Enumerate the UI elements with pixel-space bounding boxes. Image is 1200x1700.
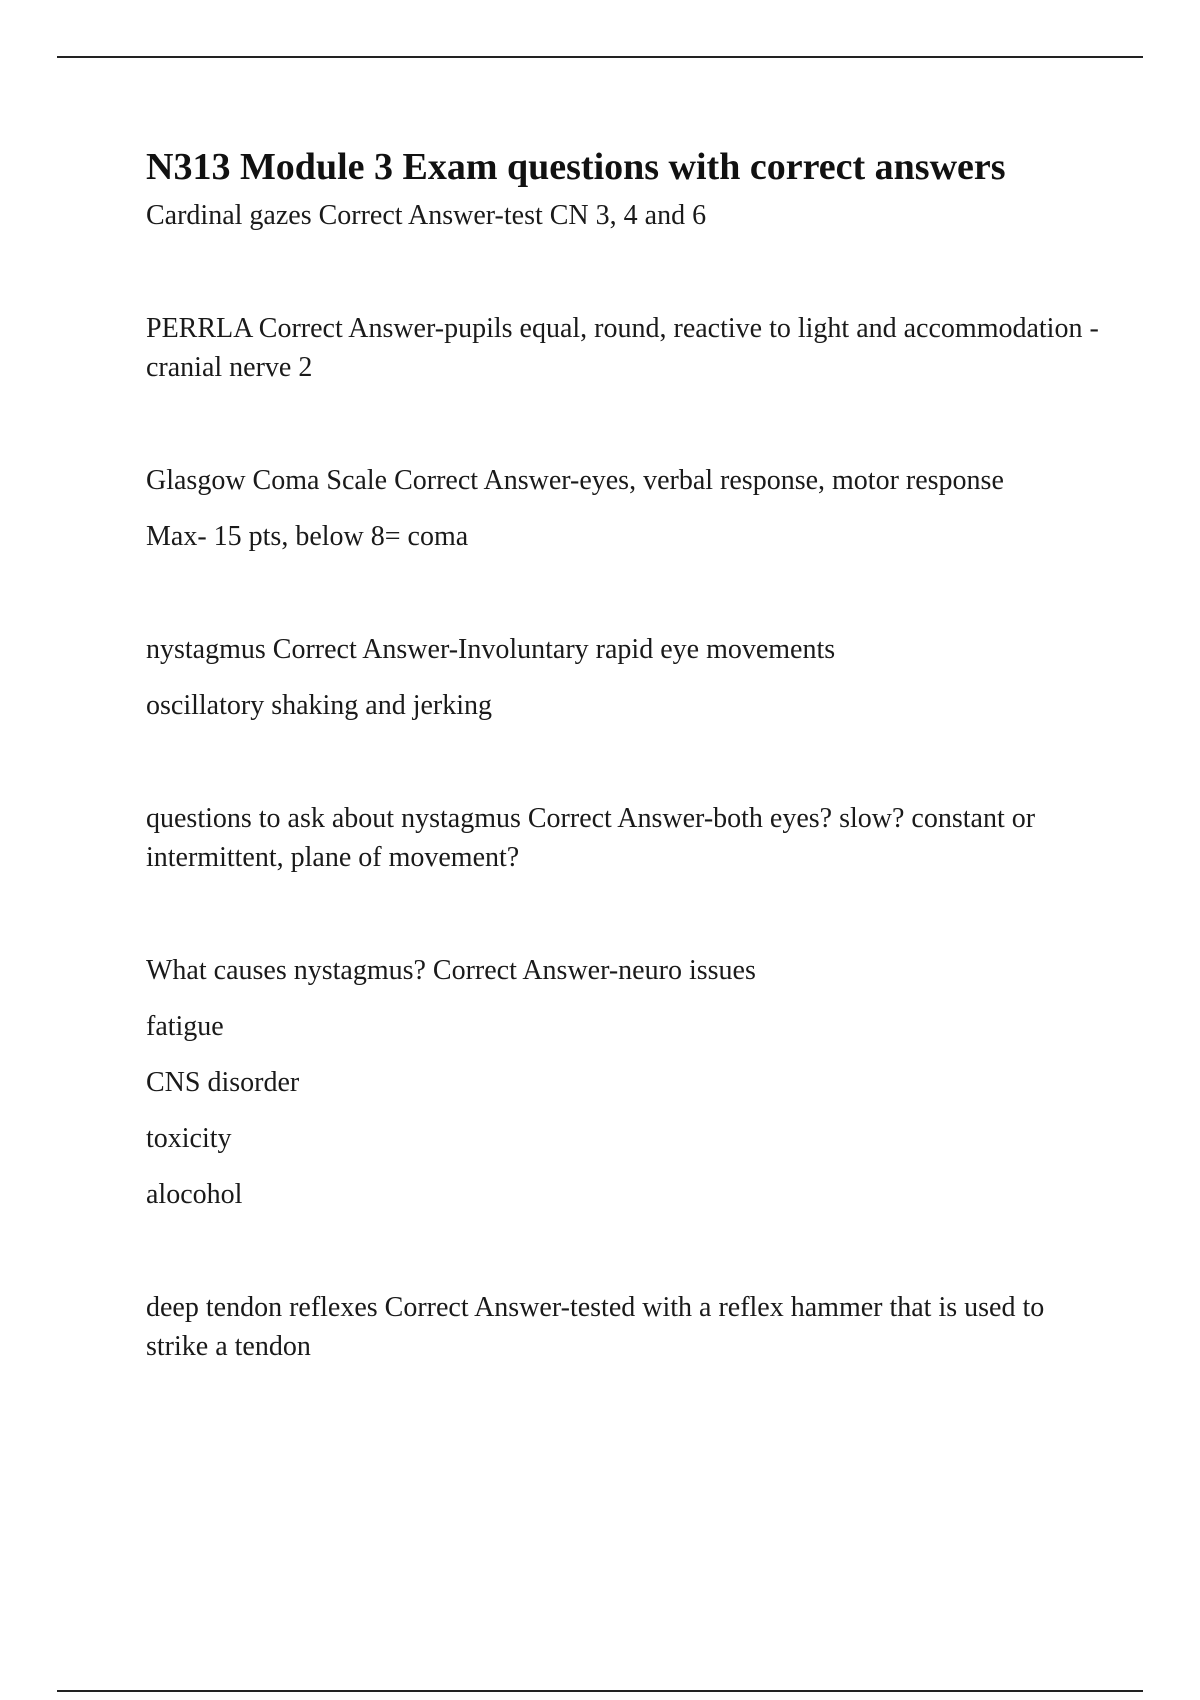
qa-text: alocohol [146,1179,243,1210]
footer-rule [57,1690,1143,1692]
qa-card-perrla [146,309,1101,387]
qa-text: Cardinal gazes Correct Answer-test CN 3, 4 and 6 [146,200,707,231]
qa-text: oscillatory shaking and jerking [146,690,493,721]
qa-text: deep tendon reflexes Correct Answer-tested with a reflex hammer that is used to strike a tendon [146,1292,1045,1362]
header-rule [57,56,1143,58]
qa-text: PERRLA Correct Answer-pupils equal, round, reactive to light and accommodation - cranial nerve 2 [146,313,1099,383]
qa-text: CNS disorder [146,1067,300,1098]
qa-text: fatigue [146,1011,224,1042]
qa-card-cardinal-gazes [146,196,1101,235]
qa-text: toxicity [146,1123,232,1154]
qa-text: Glasgow Coma Scale Correct Answer-eyes, verbal response, motor response [146,465,1004,496]
qa-text: nystagmus Correct Answer-Involuntary rapid eye movements [146,634,836,665]
qa-card-nystagmus [146,630,1101,725]
page-title: N313 Module 3 Exam questions with correct answers [146,146,1006,188]
qa-card-nystagmus-causes [146,951,1101,1214]
qa-text: What causes nystagmus? Correct Answer-neuro issues [146,955,756,986]
qa-text: Max- 15 pts, below 8= coma [146,521,469,552]
qa-card-deep-tendon-reflexes [146,1288,1101,1366]
document-body [146,142,1101,1366]
qa-card-glasgow-coma-scale [146,461,1101,556]
qa-text: questions to ask about nystagmus Correct Answer-both eyes? slow? constant or intermittent, plane of movement? [146,803,1036,873]
qa-card-nystagmus-questions [146,799,1101,877]
